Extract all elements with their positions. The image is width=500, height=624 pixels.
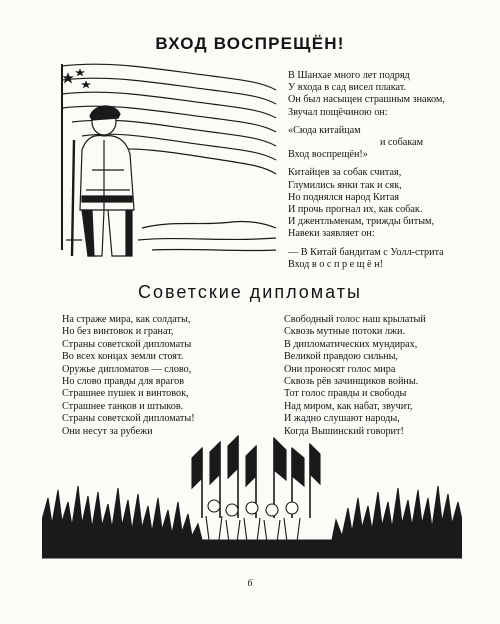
poem-line: Но без винтовок и гранат,: [62, 326, 174, 338]
poem-line: У входа в сад висел плакат.: [288, 82, 406, 94]
poem-line: Тот голос правды и свободы: [284, 388, 407, 400]
poem-line: Но поднялся народ Китая: [288, 191, 400, 203]
poem-line: Страны советской дипломаты: [62, 338, 192, 350]
page-number: 6: [247, 578, 253, 589]
poem-diplomats-right-column: [284, 314, 474, 438]
poem-line: Страшнее танков и штыков.: [62, 400, 184, 412]
poem-line: Они несут за рубежи: [62, 425, 153, 437]
poem-entry-forbidden-text: [288, 70, 478, 271]
poem-line: И жадно слушают народы,: [284, 413, 400, 425]
poem-line: Сквозь рёв зачинщиков войны.: [284, 376, 419, 388]
poem-line: Оружье дипломатов — слово,: [62, 363, 192, 375]
poem-line: Он был насыщен страшным знаком,: [288, 94, 445, 106]
poem-line: Звучал пощёчиною он:: [288, 106, 388, 118]
poem-line: Они проносят голос мира: [284, 363, 396, 375]
poem-line: Глумились янки так и сяк,: [288, 179, 402, 191]
poem-line: И джентльменам, трижды битым,: [288, 216, 435, 228]
poem-line: Страны советской дипломаты!: [62, 413, 195, 425]
poem-line: Навеки заявляет он:: [288, 228, 375, 240]
poem-line: Сквозь мутные потоки лжи.: [284, 326, 406, 338]
poem-line: Свободный голос наш крылатый: [284, 314, 426, 325]
poem-line: Вход воспрещён!»: [288, 149, 368, 161]
soldier-with-flag-illustration: [42, 60, 278, 266]
poem-line: В дипломатических мундирах,: [284, 338, 418, 350]
poem-title-entry-forbidden: ВХОД ВОСПРЕЩЁН!: [155, 34, 345, 53]
poem-line: На страже мира, как солдаты,: [62, 314, 191, 325]
poem-line: и собакам: [380, 137, 424, 149]
poem-line: Вход в о с п р е щ ё н!: [288, 258, 383, 270]
poem-line: Во всех концах земли стоят.: [62, 351, 184, 363]
poem-line: — В Китай бандитам с Уолл-стрита: [288, 246, 444, 258]
poem-title-soviet-diplomats: Советские дипломаты: [138, 282, 362, 302]
poem-line: «Сюда китайцам: [288, 124, 361, 136]
poem-line: Великой правдою сильны,: [284, 351, 398, 363]
crowd-with-banners-illustration: [42, 425, 462, 560]
poem-line: В Шанхае много лет подряд: [288, 70, 410, 81]
poem-diplomats-left-column: [62, 314, 252, 438]
poem-line: И прочь прогнал их, как собак.: [288, 204, 423, 216]
poem-line: Но слово правды для врагов: [62, 376, 185, 388]
poem-line: Страшнее пушек и винтовок,: [62, 388, 189, 400]
poem-line: Над миром, как набат, звучит,: [284, 400, 413, 412]
poem-line: Китайцев за собак считая,: [288, 167, 402, 179]
poem-line: Когда Вышинский говорит!: [284, 425, 404, 437]
